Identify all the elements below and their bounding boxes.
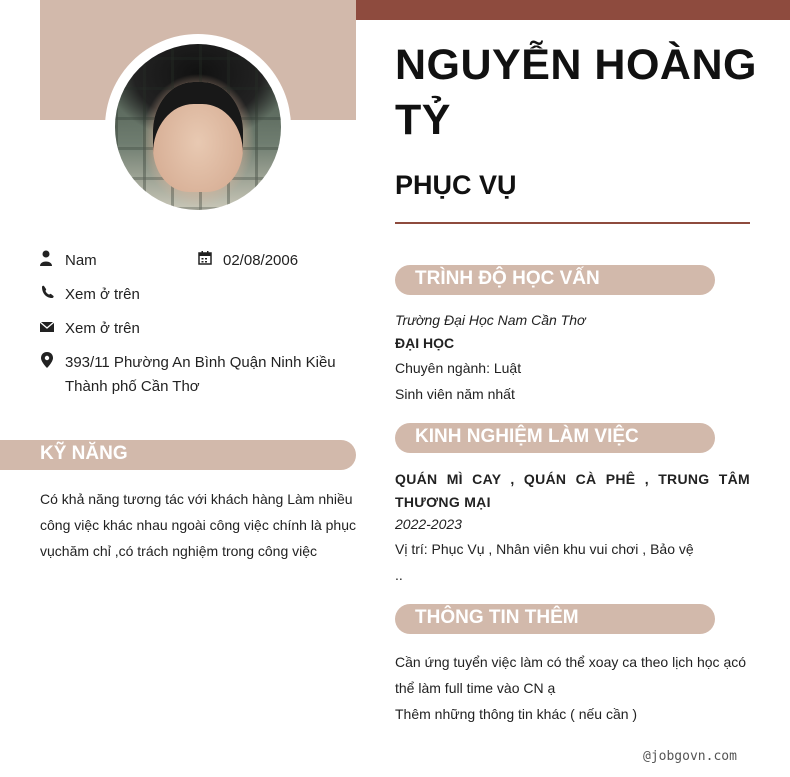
phone-icon (40, 284, 54, 300)
candidate-role: PHỤC VỤ (395, 170, 517, 200)
education-title: TRÌNH ĐỘ HỌC VẤN (415, 268, 600, 289)
avatar (115, 44, 281, 210)
gender-value: Nam (65, 252, 97, 269)
header-divider (395, 222, 750, 224)
experience-period: 2022-2023 (395, 516, 462, 532)
birthdate-value: 02/08/2006 (223, 252, 299, 269)
mail-icon (40, 318, 54, 334)
experience-header (395, 423, 715, 453)
experience-position: Vị trí: Phục Vụ , Nhân viên khu vui chơi , Bảo vệ (395, 541, 694, 557)
education-note: Sinh viên năm nhất (395, 386, 515, 402)
experience-extra: .. (395, 567, 403, 583)
candidate-name: NGUYỄN HOÀNG TỶ (395, 41, 757, 144)
additional-header (395, 604, 715, 634)
email-value: Xem ở trên (65, 320, 140, 337)
education-school: Trường Đại Học Nam Cần Thơ (395, 312, 586, 328)
skills-description: Có khả năng tương tác với khách hàng Làm nhiều công việc khác nhau ngoài công việc chính là phục vụchăm chỉ ,có trách nghiệm trong công việc (40, 491, 356, 559)
additional-title: THÔNG TIN THÊM (415, 607, 579, 628)
experience-title: KINH NGHIỆM LÀM VIỆC (415, 426, 639, 447)
address-line-1: 393/11 Phường An Bình Quận Ninh Kiều (65, 354, 336, 371)
person-icon (40, 250, 54, 266)
avatar-frame (105, 34, 291, 220)
additional-text-1: Cần ứng tuyển việc làm có thể xoay ca theo lịch học ạcó thể làm full time vào CN ạ (395, 654, 747, 696)
skills-title: KỸ NĂNG (40, 443, 128, 464)
phone-value: Xem ở trên (65, 286, 140, 303)
additional-text-2: Thêm những thông tin khác ( nếu cần ) (395, 706, 638, 722)
education-header (395, 265, 715, 295)
experience-company: QUÁN MÌ CAY , QUÁN CÀ PHÊ , TRUNG TÂM THƯƠNG MẠI (395, 471, 750, 510)
watermark: @jobgovn.com (643, 749, 737, 764)
location-icon (40, 352, 54, 368)
address-line-2: Thành phố Cần Thơ (65, 378, 200, 395)
education-major: Chuyên ngành: Luật (395, 360, 522, 376)
education-degree: ĐẠI HỌC (395, 335, 455, 351)
calendar-icon (198, 250, 212, 266)
top-accent-bar (356, 0, 790, 20)
skills-header (0, 440, 356, 470)
